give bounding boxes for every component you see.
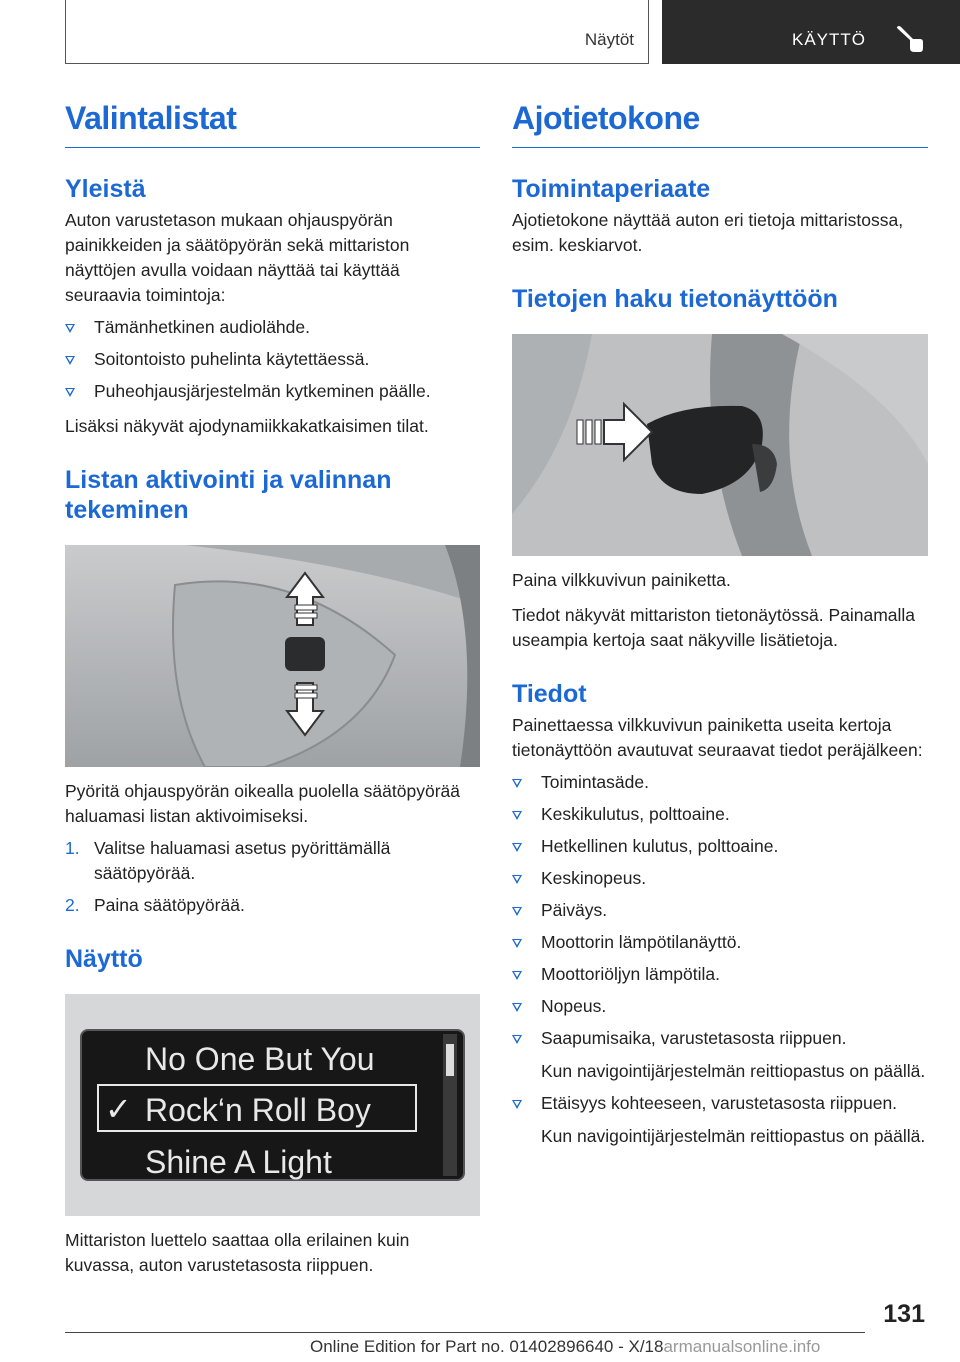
triangle-bullet-icon bbox=[512, 843, 522, 852]
display-item-3: Shine A Light bbox=[145, 1144, 332, 1180]
display-item-1: No One But You bbox=[145, 1041, 375, 1077]
list-item: Saapumisaika, varustetasosta riippuen. Kun navigointijärjestelmän reittiopastus on päällä. bbox=[512, 1026, 928, 1084]
display-paragraph: Mittariston luettelo saattaa olla erilainen kuin kuvassa, auton varustetasosta riippuen. bbox=[65, 1230, 410, 1275]
principle-paragraph: Ajotietokone näyttää auton eri tietoja mittaristossa, esim. keskiarvot. bbox=[512, 210, 904, 255]
list-item-note: Kun navigointijärjestelmän reittiopastus on päällä. bbox=[541, 1061, 926, 1081]
triangle-bullet-icon bbox=[512, 811, 522, 820]
general-note: Lisäksi näkyvät ajodynamiikkakatkaisimen tilat. bbox=[65, 416, 429, 436]
page-number: 131 bbox=[883, 1300, 925, 1328]
right-column bbox=[512, 100, 928, 1149]
footer-divider bbox=[65, 1332, 865, 1333]
activate-paragraph: Pyöritä ohjauspyörän oikealla puolella säätöpyörää haluamasi listan aktivoimiseksi. bbox=[65, 781, 460, 826]
heading-naytto: Näyttö bbox=[65, 945, 143, 973]
list-item: Keskinopeus. bbox=[512, 866, 928, 891]
steps-list bbox=[65, 836, 480, 918]
list-item: Puheohjausjärjestelmän kytkeminen päälle. bbox=[65, 379, 480, 404]
triangle-bullet-icon bbox=[65, 356, 75, 365]
pointing-hand-icon bbox=[894, 26, 924, 54]
steering-wheel-image bbox=[65, 545, 480, 767]
step-item: 1. Valitse haluamasi asetus pyörittämällä säätöpyörää. bbox=[65, 838, 391, 883]
heading-tietojen-haku: Tietojen haku tietonäyttöön bbox=[512, 285, 838, 313]
triangle-bullet-icon bbox=[65, 388, 75, 397]
list-item: Soitontoisto puhelinta käytettäessä. bbox=[65, 347, 480, 372]
triangle-bullet-icon bbox=[512, 875, 522, 884]
header-chapter-tab bbox=[662, 0, 960, 64]
triangle-bullet-icon bbox=[512, 939, 522, 948]
triangle-bullet-icon bbox=[65, 324, 75, 333]
list-item-note: Kun navigointijärjestelmän reittiopastus on päällä. bbox=[541, 1126, 926, 1146]
list-item: Keskikulutus, polttoaine. bbox=[512, 802, 928, 827]
list-item: Moottoriöljyn lämpötila. bbox=[512, 962, 928, 987]
list-item: Toimintasäde. bbox=[512, 770, 928, 795]
list-item: Hetkellinen kulutus, polttoaine. bbox=[512, 834, 928, 859]
fetch-paragraph-1: Paina vilkkuvivun painiketta. bbox=[512, 570, 731, 590]
heading-tiedot: Tiedot bbox=[512, 680, 587, 708]
step-item: 2. Paina säätöpyörää. bbox=[65, 895, 245, 915]
header-section-tab bbox=[65, 0, 649, 64]
heading-toimintaperiaate: Toimintaperiaate bbox=[512, 175, 711, 203]
triangle-bullet-icon bbox=[512, 971, 522, 980]
triangle-bullet-icon bbox=[512, 907, 522, 916]
triangle-bullet-icon bbox=[512, 779, 522, 788]
info-paragraph: Painettaessa vilkkuvivun painiketta useita kertoja tietonäyttöön avautuvat seuraavat tiedot peräjälkeen: bbox=[512, 715, 923, 760]
list-item: Tämänhetkinen audiolähde. bbox=[65, 315, 480, 340]
fetch-paragraph-2: Tiedot näkyvät mittariston tietonäytössä. Painamalla useampia kertoja saat näkyville lisätietoja. bbox=[512, 605, 916, 650]
footer-brand: armanualsonline.info bbox=[663, 1337, 821, 1356]
instrument-display-image bbox=[65, 994, 480, 1216]
triangle-bullet-icon bbox=[512, 1100, 522, 1109]
turn-signal-stalk-image bbox=[512, 334, 928, 556]
triangle-bullet-icon bbox=[512, 1003, 522, 1012]
left-column bbox=[65, 100, 480, 1278]
header-chapter-label: KÄYTTÖ bbox=[792, 30, 867, 49]
section-title-valintalistat: Valintalistat bbox=[65, 100, 480, 148]
list-item: Moottorin lämpötilanäyttö. bbox=[512, 930, 928, 955]
info-list bbox=[512, 770, 928, 1149]
footer-edition: Online Edition for Part no. 01402896640 - X/18armanualsonline.info bbox=[310, 1337, 821, 1356]
triangle-bullet-icon bbox=[512, 1035, 522, 1044]
list-item: Nopeus. bbox=[512, 994, 928, 1019]
list-item: Etäisyys kohteeseen, varustetasosta riippuen. Kun navigointijärjestelmän reittiopastus on päällä. bbox=[512, 1091, 928, 1149]
list-item: Päiväys. bbox=[512, 898, 928, 923]
general-list bbox=[65, 315, 480, 404]
section-title-ajotietokone: Ajotietokone bbox=[512, 100, 928, 148]
heading-listan-aktivointi: Listan aktivointi ja valinnan tekeminen bbox=[65, 466, 392, 524]
check-icon: ✓ bbox=[105, 1091, 132, 1127]
heading-yleista: Yleistä bbox=[65, 175, 146, 203]
general-paragraph: Auton varustetason mukaan ohjauspyörän painikkeiden ja säätöpyörän sekä mittariston näyttöjen avulla voidaan näyttää tai käyttää seuraavia toimintoja: bbox=[65, 210, 410, 305]
display-item-2: Rock‘n Roll Boy bbox=[145, 1092, 371, 1128]
header-section-label: Näytöt bbox=[584, 30, 634, 49]
